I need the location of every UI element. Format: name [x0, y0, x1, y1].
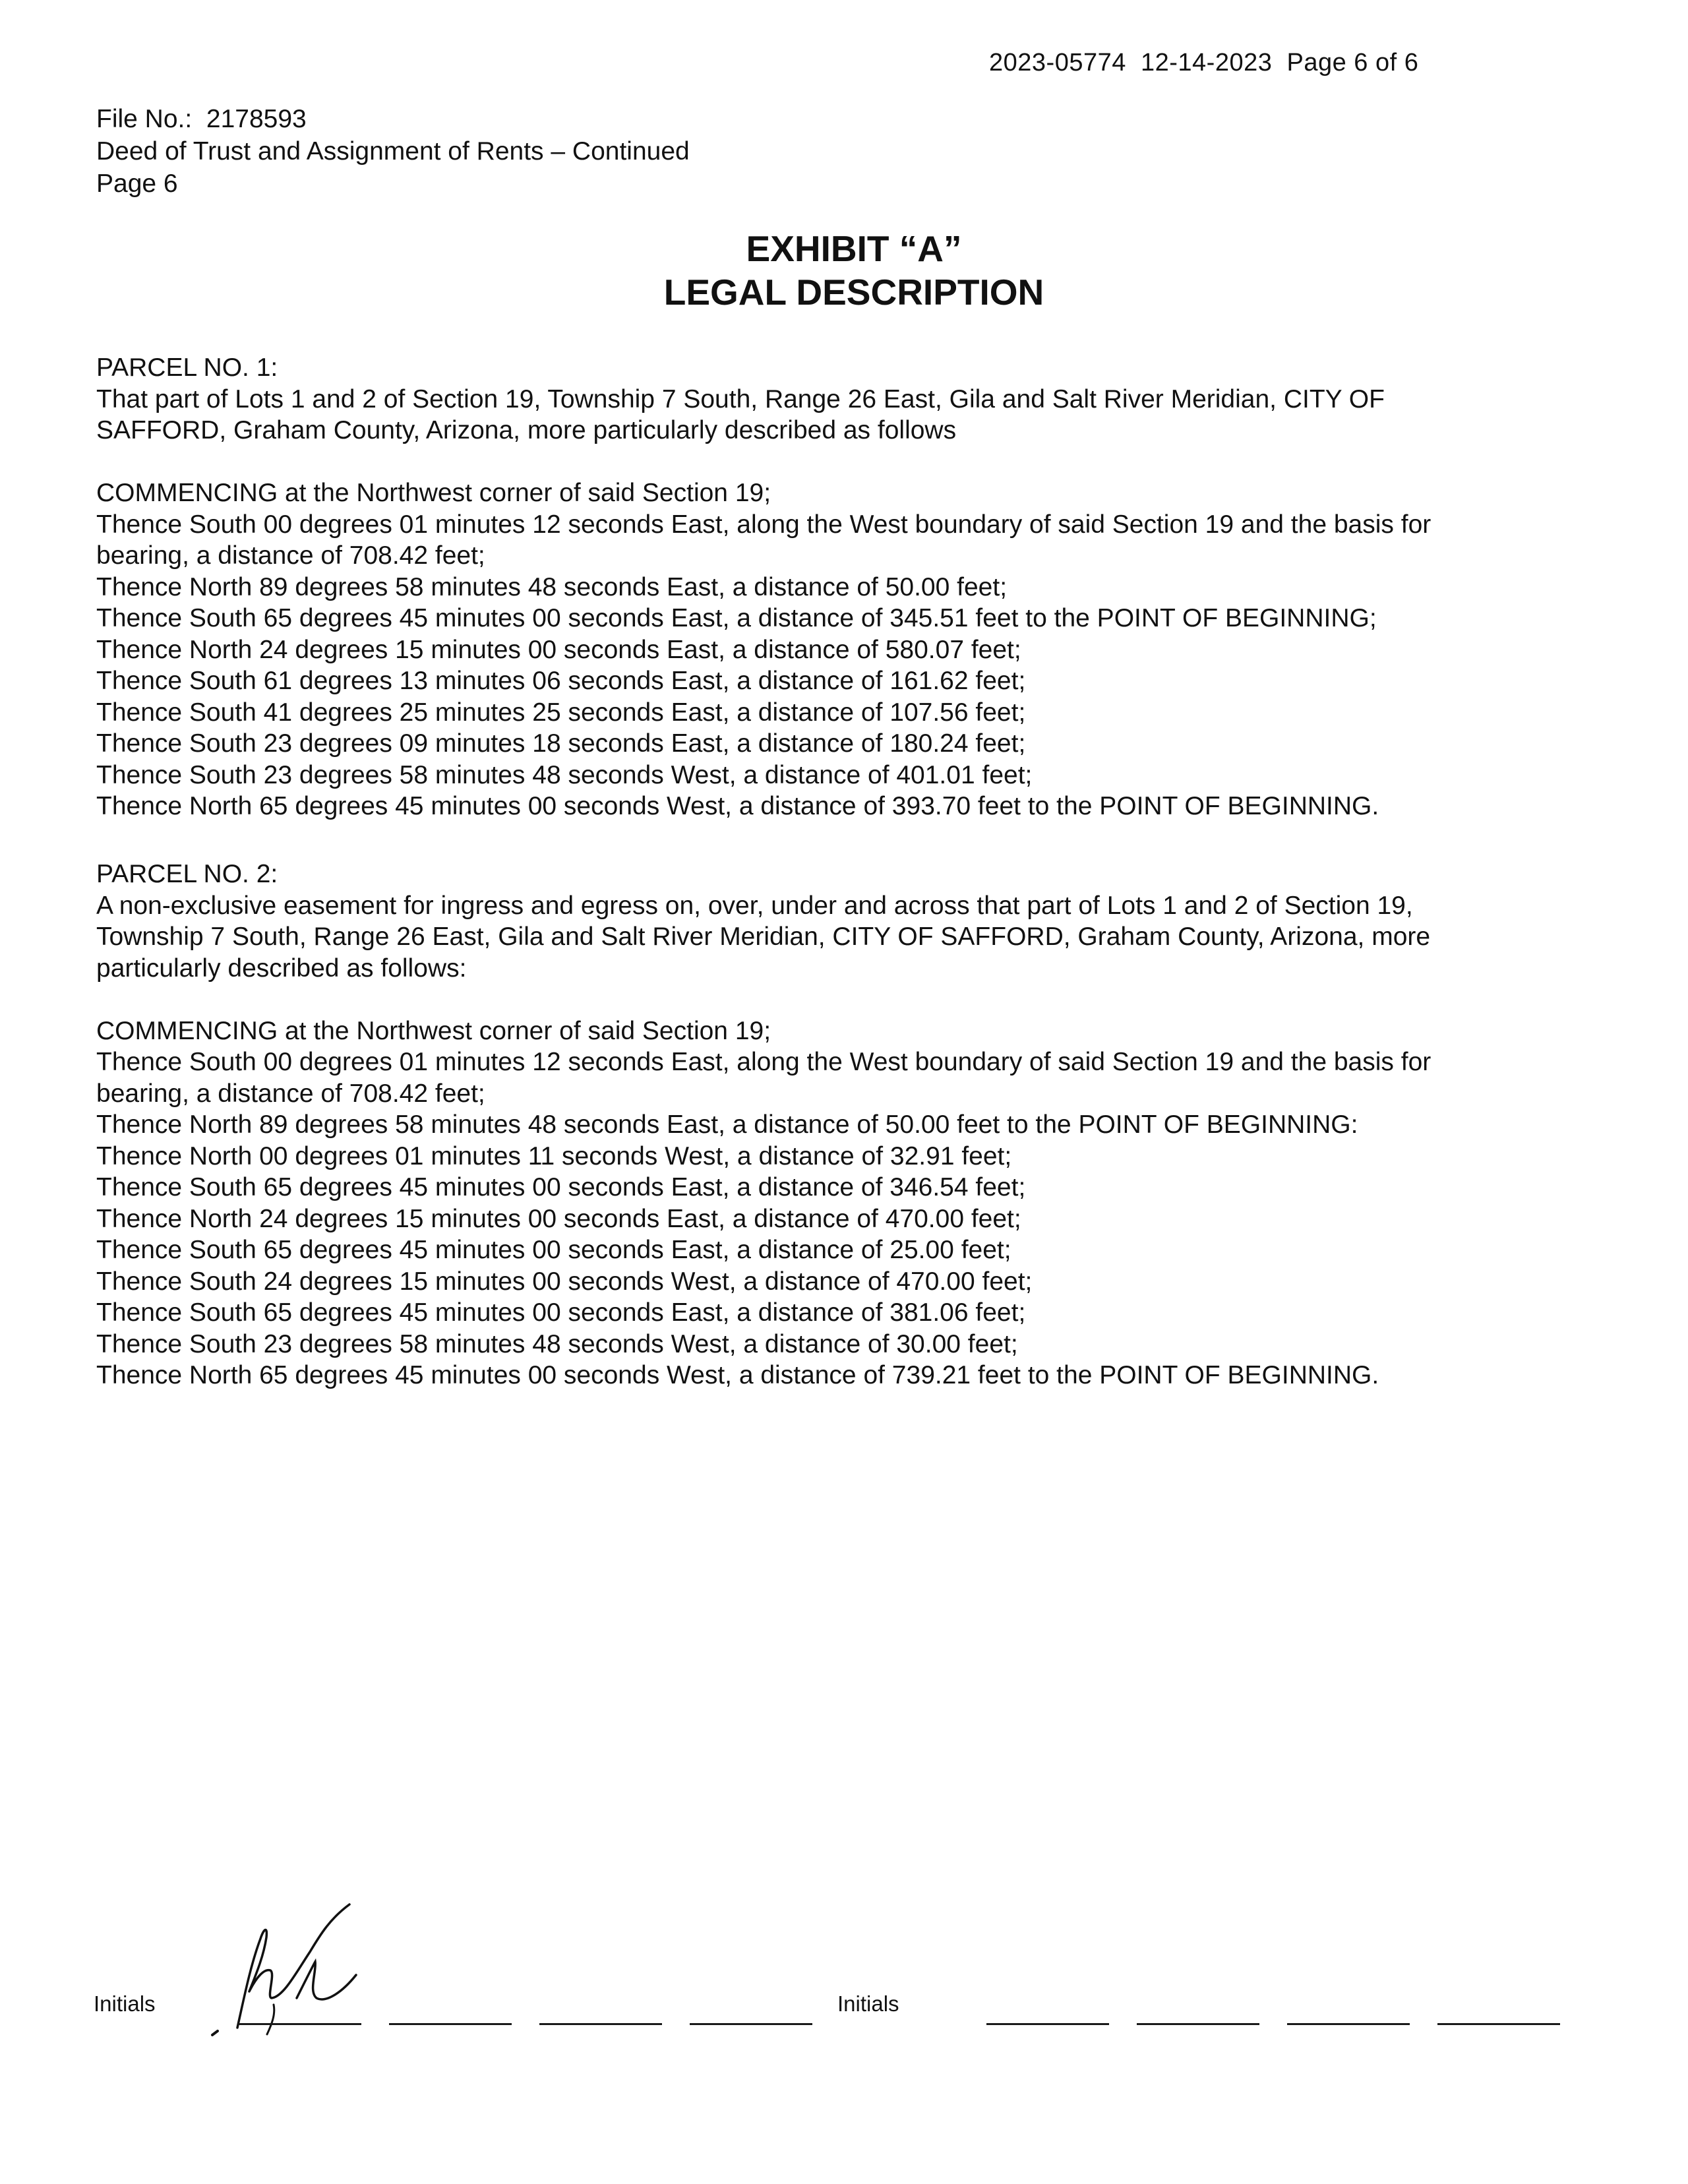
course-line: Thence South 23 degrees 58 minutes 48 seconds West, a distance of 401.01 feet;: [96, 760, 1033, 789]
course-line: Thence North 24 degrees 15 minutes 00 seconds East, a distance of 580.07 feet;: [96, 635, 1021, 664]
document-header: [96, 103, 690, 200]
initials-label-left: Initials: [94, 1991, 156, 2016]
course-line: Thence South 65 degrees 45 minutes 00 seconds East, a distance of 345.51 feet to the POINT OF BEGINNING;: [96, 604, 1377, 632]
recording-stamp: 2023-05774 12-14-2023 Page 6 of 6: [989, 49, 1419, 76]
course-line: Thence North 65 degrees 45 minutes 00 seconds West, a distance of 739.21 feet to the POINT OF BEGINNING.: [96, 1361, 1379, 1389]
parcel-1-section: [96, 352, 1606, 822]
course-line: Thence South 65 degrees 45 minutes 00 seconds East, a distance of 346.54 feet;: [96, 1173, 1026, 1201]
course-line: Thence North 24 degrees 15 minutes 00 seconds East, a distance of 470.00 feet;: [96, 1204, 1021, 1233]
document-title: Deed of Trust and Assignment of Rents – Continued: [96, 137, 690, 166]
initials-blank-line[interactable]: [690, 2023, 812, 2025]
initials-blank-line[interactable]: [539, 2023, 662, 2025]
course-line: bearing, a distance of 708.42 feet;: [96, 1079, 485, 1108]
parcel-2-section: [96, 859, 1606, 1391]
initials-blank-line[interactable]: [389, 2023, 512, 2025]
course-line: Thence South 23 degrees 09 minutes 18 seconds East, a distance of 180.24 feet;: [96, 729, 1026, 758]
file-number: File No.: 2178593: [96, 105, 307, 133]
page-number: Page 6: [96, 169, 178, 198]
course-line: Thence South 65 degrees 45 minutes 00 seconds East, a distance of 25.00 feet;: [96, 1236, 1011, 1264]
exhibit-subtitle: LEGAL DESCRIPTION: [663, 272, 1044, 313]
course-line: Thence North 00 degrees 01 minutes 11 seconds West, a distance of 32.91 feet;: [96, 1141, 1012, 1170]
initials-blank-line[interactable]: [239, 2023, 361, 2025]
exhibit-title: EXHIBIT “A”: [746, 228, 962, 269]
course-line: COMMENCING at the Northwest corner of said Section 19;: [96, 1016, 771, 1045]
initials-blank-line[interactable]: [1287, 2023, 1410, 2025]
course-line: bearing, a distance of 708.42 feet;: [96, 541, 485, 570]
course-line: Thence South 00 degrees 01 minutes 12 seconds East, along the West boundary of said Section 19 and the basis for: [96, 510, 1432, 539]
course-line: Thence South 65 degrees 45 minutes 00 seconds East, a distance of 381.06 feet;: [96, 1298, 1026, 1327]
parcel-intro-line: That part of Lots 1 and 2 of Section 19, Township 7 South, Range 26 East, Gila and Salt River Meridian, CITY OF: [96, 384, 1385, 413]
course-line: Thence North 65 degrees 45 minutes 00 seconds West, a distance of 393.70 feet to the POINT OF BEGINNING.: [96, 792, 1379, 820]
initials-blank-line[interactable]: [986, 2023, 1109, 2025]
initials-label-right: Initials: [837, 1991, 899, 2016]
parcel-intro-line: A non-exclusive easement for ingress and egress on, over, under and across that part of Lots 1 and 2 of Section 19,: [96, 891, 1413, 920]
initials-blank-line[interactable]: [1437, 2023, 1560, 2025]
exhibit-heading: [0, 227, 1688, 314]
course-line: Thence South 24 degrees 15 minutes 00 seconds West, a distance of 470.00 feet;: [96, 1267, 1033, 1296]
course-line: Thence South 00 degrees 01 minutes 12 seconds East, along the West boundary of said Section 19 and the basis for: [96, 1048, 1432, 1076]
course-line: Thence South 61 degrees 13 minutes 06 seconds East, a distance of 161.62 feet;: [96, 667, 1026, 695]
parcel-intro-line: SAFFORD, Graham County, Arizona, more particularly described as follows: [96, 416, 957, 444]
parcel-heading: PARCEL NO. 1:: [96, 353, 278, 382]
parcel-heading: PARCEL NO. 2:: [96, 860, 278, 888]
course-line: COMMENCING at the Northwest corner of said Section 19;: [96, 479, 771, 507]
signature-mark: [198, 1899, 382, 2038]
course-line: Thence North 89 degrees 58 minutes 48 seconds East, a distance of 50.00 feet;: [96, 572, 1008, 601]
course-line: Thence South 23 degrees 58 minutes 48 seconds West, a distance of 30.00 feet;: [96, 1329, 1018, 1358]
parcel-intro-line: Township 7 South, Range 26 East, Gila and Salt River Meridian, CITY OF SAFFORD, Graham County, Arizona, more: [96, 923, 1431, 951]
initials-blank-line[interactable]: [1137, 2023, 1259, 2025]
course-line: Thence South 41 degrees 25 minutes 25 seconds East, a distance of 107.56 feet;: [96, 698, 1026, 727]
course-line: Thence North 89 degrees 58 minutes 48 seconds East, a distance of 50.00 feet to the POINT OF BEGINNING:: [96, 1110, 1358, 1139]
parcel-intro-line: particularly described as follows:: [96, 954, 467, 983]
